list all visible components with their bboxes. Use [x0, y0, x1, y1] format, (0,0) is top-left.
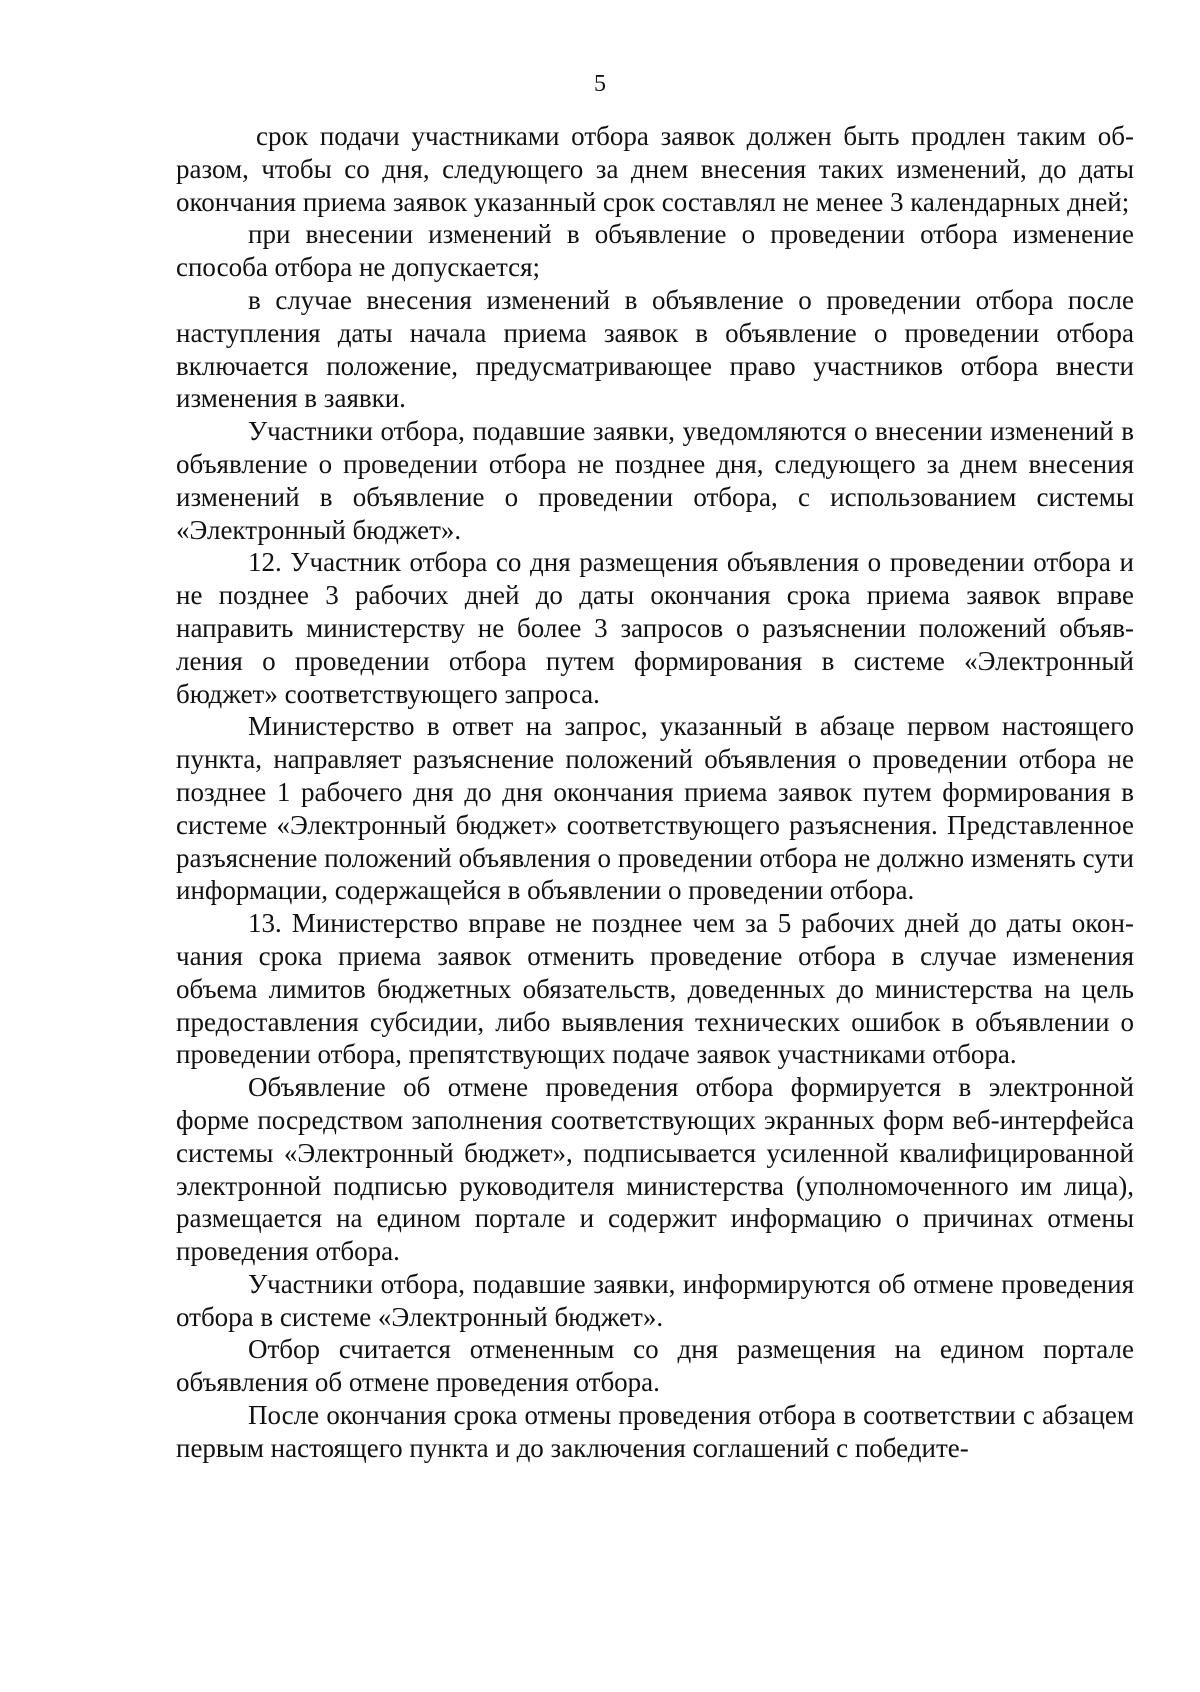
paragraph-extension-deadline: срок подачи участниками отбора заявок должен быть продлен таким образом, чтобы со дня, следующего за днем внесения таких изменений, до даты окончания приема заявок указанный срок составлял не менее 3 календарных дней;	[176, 121, 1134, 217]
paragraph-after-cancellation: После окончания срока отмены проведения отбора в соответствии с абзацем первым настоящего пункта и до заключения соглашений с победите-	[176, 1400, 1134, 1463]
paragraph-changes-after-start: в случае внесения изменений в объявление о проведении отбора после наступления даты начала приема заявок в объявление о проведении отбора включается положение, предусматривающее право участников отбора внести изменения в заявки.	[176, 284, 1134, 414]
paragraph-cancellation-notification: Участники отбора, подавшие заявки, информируются об отмене проведения отбора в системе «Электронный бюджет».	[176, 1268, 1134, 1332]
paragraph-item-12: 12. Участник отбора со дня размещения объявления о проведении отбора и не позднее 3 рабочих дней до даты окончания срока приема заявок вправе направить министерству не более 3 запросов о разъяснении положений объявления о проведении отбора путем формирования в системе «Электронный бюджет» соответствующего запроса.	[176, 547, 1134, 709]
document-body	[176, 120, 1134, 1465]
paragraph-method-change: при внесении изменений в объявление о проведении отбора изменение способа отбора не допускается;	[176, 219, 1134, 283]
page-number: 5	[594, 71, 606, 97]
paragraph-item-13: 13. Министерство вправе не позднее чем за 5 рабочих дней до даты окончания срока приема заявок отменить проведение отбора в случае изменения объема лимитов бюджетных обязательств, доведенных до министерства на цель предоставления субсидии, либо выявления технических ошибок в объявлении о проведении отбора, препятствующих подаче заявок участниками отбора.	[176, 908, 1134, 1070]
paragraph-participant-notification: Участники отбора, подавшие заявки, уведомляются о внесении изменений в объявление о проведении отбора не позднее дня, следующего за днем внесения изменений в объявление о проведении отбора, с использованием системы «Электронный бюджет».	[176, 416, 1134, 545]
paragraph-cancellation-announcement: Объявление об отмене проведения отбора формируется в электронной форме посредством заполнения соответствующих экранных форм веб-интерфейса системы «Электронный бюджет», подписывается усиленной квалифицированной электронной подписью руководителя министерства (уполномоченного им лица), размещается на едином портале и содержит информацию о причинах отмены проведения отбора.	[176, 1072, 1134, 1267]
paragraph-cancellation-effective: Отбор считается отмененным со дня размещения на едином портале объявления об отмене проведения отбора.	[176, 1334, 1134, 1398]
paragraph-ministry-response: Министерство в ответ на запрос, указанный в абзаце первом настоящего пункта, направляет разъяснение положений объявления о проведении отбора не позднее 1 рабочего дня до дня окончания приема заявок путем формирования в системе «Электронный бюджет» соответствующего разъяснения. Представленное разъяснение положений объявления о проведении отбора не должно изменять сути информации, содержащейся в объявлении о проведении отбора.	[176, 711, 1134, 906]
